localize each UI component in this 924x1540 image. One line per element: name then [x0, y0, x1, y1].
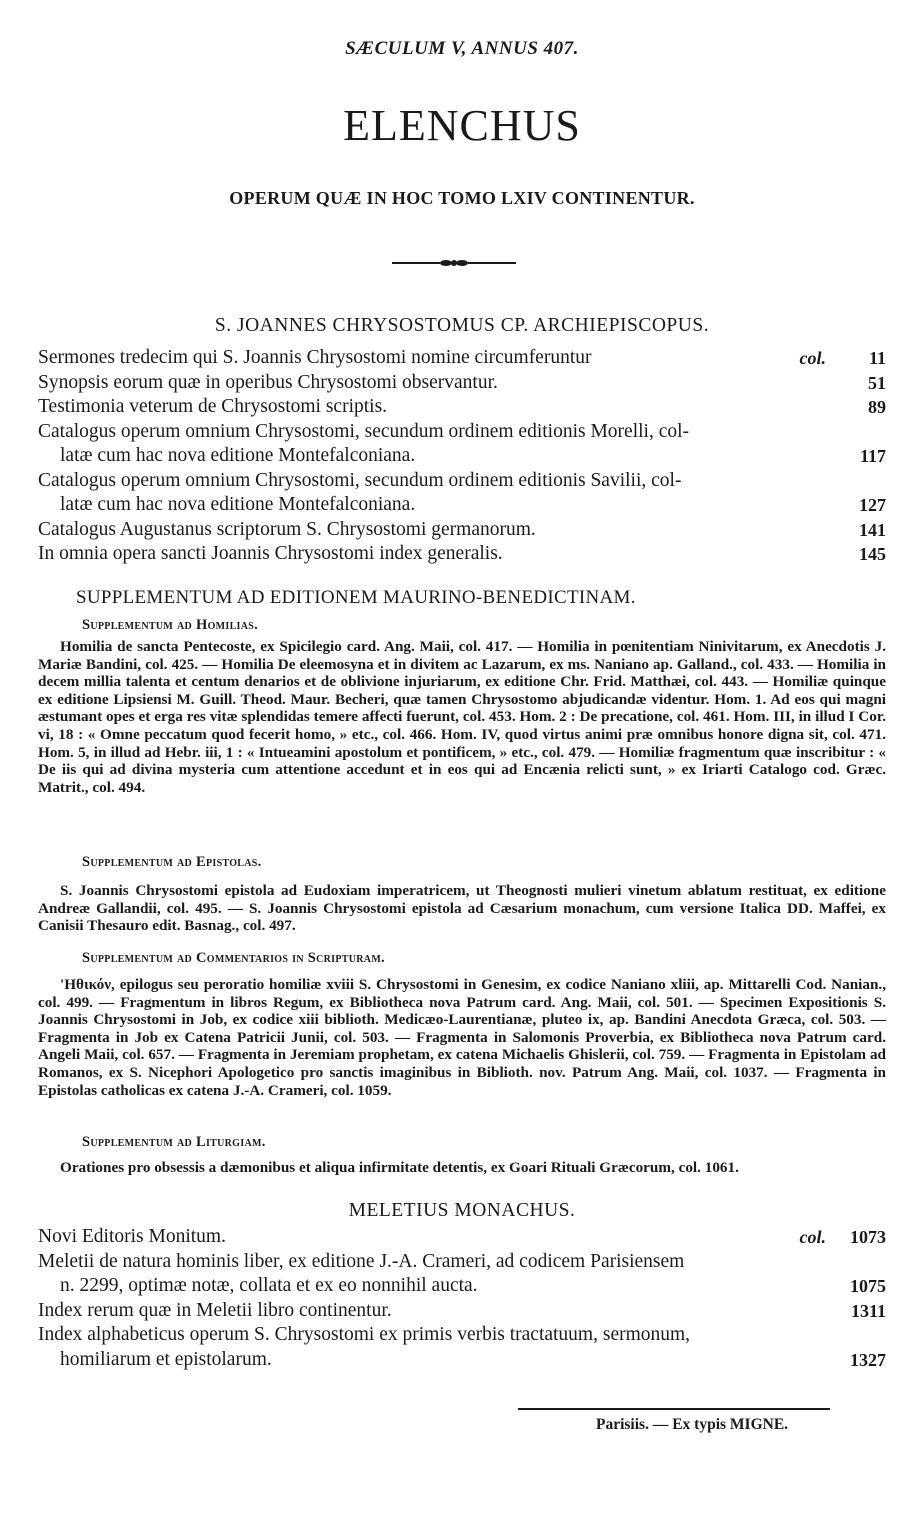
entry-text: Sermones tredecim qui S. Joannis Chrysostomi nomine circumferuntur [38, 347, 592, 368]
paragraph-epistolas [38, 882, 886, 935]
ornament-divider [390, 258, 518, 268]
entry-text-continued: latæ cum hac nova editione Montefalconiana. [60, 494, 416, 515]
supplement-heading: SUPPLEMENTUM AD EDITIONEM MAURINO-BENEDICTINAM. [76, 587, 636, 608]
paragraph-liturgiam [38, 1159, 886, 1177]
paragraph-text: S. Joannis Chrysostomi epistola ad Eudoxiam imperatricem, ut Theognosti mulieri vinetum ablatum restituat, ex editione Andreæ Gallandii, col. 495. — S. Joannis Chrysostomi epistola ad Cæsarium monachum, cum versione Italica DD. Maffei, ex Canisii Thesauro edit. Basnag., col. 497. [38, 882, 886, 935]
column-number: 89 [868, 397, 886, 417]
toc-entry [38, 1250, 886, 1299]
subheading-homilias: Supplementum ad Homilias. [82, 617, 259, 633]
section-heading-chrysostom: S. JOANNES CHRYSOSTOMUS CP. ARCHIEPISCOPUS. [214, 315, 710, 336]
entry-text: Index alphabeticus operum S. Chrysostomi ex primis verbis tractatuum, sermonum, [38, 1324, 691, 1345]
toc-entry [38, 542, 886, 567]
toc-entry [38, 1323, 886, 1372]
entry-text: Testimonia veterum de Chrysostomi scriptis. [38, 396, 388, 417]
entry-text-continued: latæ cum hac nova editione Montefalconiana. [60, 445, 416, 466]
running-head: SÆCULUM V, ANNUS 407. [345, 38, 579, 59]
column-number: 11 [868, 348, 886, 368]
page-subtitle: OPERUM QUÆ IN HOC TOMO LXIV CONTINENTUR. [229, 188, 695, 208]
section-heading-meletius: MELETIUS MONACHUS. [348, 1200, 576, 1221]
entry-text: Meletii de natura hominis liber, ex editione J.-A. Crameri, ad codicem Parisiensem [38, 1250, 685, 1272]
column-number: 145 [859, 544, 886, 564]
toc-entry [38, 420, 886, 469]
entry-text: Catalogus operum omnium Chrysostomi, secundum ordinem editionis Morelli, col- [38, 420, 690, 442]
entry-text: Synopsis eorum quæ in operibus Chrysostomi observantur. [38, 371, 498, 393]
paragraph-text: 'Hθικόν, epilogus seu peroratio homiliæ xviii S. Chrysostomi in Genesim, ex codice Naniano xliii, ap. Mittarelli Cod. Nanian., col. 499. — Fragmentum in libros Regum, ex Bibliotheca nova Patrum card. Ang. Maii, col. 501. — Specimen Expositionis S. Joannis Chrysostomi in Job, ex codice xiii biblioth. Medicæo-Laurentianæ, pluteo ix, ap. Bandini Anecdota Græca, col. 503. — Fragmenta in Job ex Catena Patricii Junii, col. 503. — Fragmenta in Salomonis Proverbia, ex Bibliotheca nova Patrum card. Angeli Maii, col. 657. — Fragmenta in Jeremiam prophetam, ex catena Michaelis Ghislerii, col. 759. — Fragmenta in Epistolam ad Romanos, ex S. Nicephori Apologetico pro sanctis imaginibus in Biblioth. nov. Patrum Ang. Maii, col. 1037. — Fragmenta in Epistolas catholicas ex catena J.-A. Crameri, col. 1059. [38, 976, 886, 1099]
column-number: 1311 [850, 1300, 886, 1321]
subheading-scripturam: Supplementum ad Commentarios in Scripturam. [82, 950, 385, 966]
column-number: 1073 [850, 1227, 886, 1247]
entry-text-continued: homiliarum et epistolarum. [60, 1348, 272, 1370]
column-number: 51 [868, 372, 886, 393]
toc-entry [38, 518, 886, 543]
toc-meletius [38, 1225, 886, 1372]
column-number: 127 [859, 495, 886, 515]
printer-imprint: Parisiis. — Ex typis MIGNE. [596, 1416, 789, 1433]
column-label: col. [799, 1227, 826, 1247]
paragraph-scripturam [38, 976, 886, 1099]
toc-entry [38, 395, 886, 420]
entry-text: Catalogus Augustanus scriptorum S. Chrysostomi germanorum. [38, 518, 536, 540]
toc-entry [38, 1299, 886, 1324]
column-number: 141 [859, 519, 886, 540]
column-number: 1327 [850, 1349, 886, 1370]
page-title: ELENCHUS [343, 101, 581, 150]
toc-entry [38, 469, 886, 518]
footer-rule [518, 1408, 830, 1410]
toc-chrysostom [38, 346, 886, 567]
subheading-liturgiam: Supplementum ad Liturgiam. [82, 1134, 266, 1150]
paragraph-homilias [38, 638, 886, 796]
entry-text: Novi Editoris Monitum. [38, 1226, 226, 1247]
toc-entry [38, 1225, 886, 1250]
column-number: 117 [859, 446, 886, 466]
paragraph-text: Homilia de sancta Pentecoste, ex Spicilegio card. Ang. Maii, col. 417. — Homilia in pœnitentiam Ninivitarum, ex Anecdotis J. Mariæ Bandini, col. 425. — Homilia De eleemosyna et in divitem ac Lazarum, ex ms. Naniano ap. Galland., col. 433. — Homilia in decem millia talenta et centum denarios et de oblivione injuriarum, ex editione Chr. Frid. Matthæi, col. 443. — Homiliæ quinque ex editione Lipsiensi M. Guill. Theod. Maur. Becheri, quæ tamen Chrysostomo abjudicandæ videntur. Hom. 1. Ad eos qui magni æstumant opes et erga res vitæ splendidas temere affecti fuerunt, col. 453. Hom. 2 : De precatione, col. 461. Hom. III, in illud I Cor. vi, 18 : « Omne peccatum quod fecerit homo, » etc., col. 466. Hom. IV, quod virtus animi præ omnibus honore digna sit, col. 471. Hom. 5, in illud ad Hebr. iii, 1 : « Intueamini apostolum et pontificem, » etc., col. 479. — Homiliæ fragmentum quæ inscribitur : « De iis qui ad divina mysteria cum attentione accedunt et in eos qui ad Encænia relicti sunt, » ex Iriarti Catalogo cod. Græc. Matrit., col. 494. [38, 638, 886, 796]
column-number: 1075 [850, 1276, 886, 1296]
toc-entry [38, 346, 886, 371]
entry-text: Index rerum quæ in Meletii libro continentur. [38, 1299, 392, 1321]
entry-text: Catalogus operum omnium Chrysostomi, secundum ordinem editionis Savilii, col- [38, 469, 682, 491]
paragraph-text: Orationes pro obsessis a dæmonibus et aliqua infirmitate detentis, ex Goari Rituali Græcorum, col. 1061. [60, 1159, 739, 1176]
subheading-epistolas: Supplementum ad Epistolas. [82, 854, 262, 870]
column-label: col. [799, 348, 826, 368]
entry-text-continued: n. 2299, optimæ notæ, collata et ex eo nonnihil aucta. [60, 1275, 478, 1296]
entry-text: In omnia opera sancti Joannis Chrysostomi index generalis. [38, 543, 503, 564]
toc-entry [38, 371, 886, 396]
